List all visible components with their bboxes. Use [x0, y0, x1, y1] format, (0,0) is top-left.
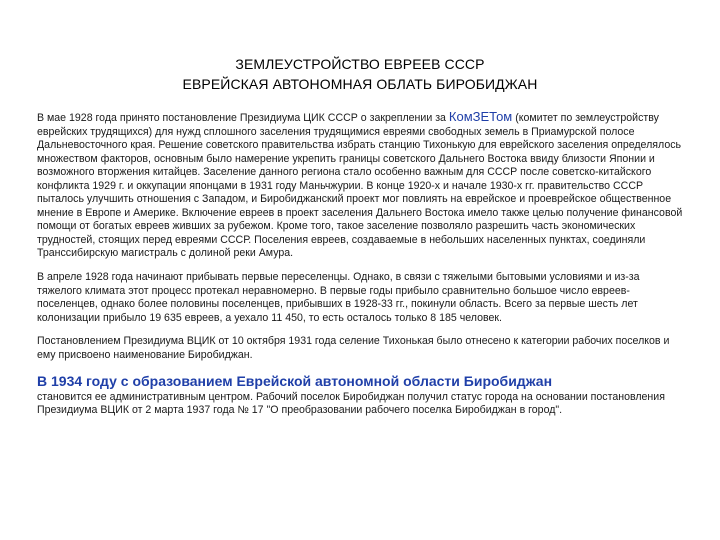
paragraph-4-body: становится ее административным центром. Рабочий поселок Биробиджан получил статус города на основании постановления Президиума ВЦИК от 2 марта 1937 года № 17 "О преобразовании рабочего поселка Биробиджан в город". [37, 390, 665, 417]
paragraph-3: Постановлением Президиума ВЦИК от 10 октября 1931 года селение Тихонькая было отнесено к категории рабочих поселков и ему присвоено наименование Биробиджан. [37, 335, 670, 361]
title-line-1: ЗЕМЛЕУСТРОЙСТВО ЕВРЕЕВ СССР [235, 56, 485, 72]
paragraph-1-text-start: В мае 1928 года принято постановление Президиума ЦИК СССР о закреплении за [37, 112, 449, 124]
paragraph-2: В апреле 1928 года начинают прибывать первые переселенцы. Однако, в связи с тяжелыми бытовыми условиями и из-за тяжелого климата этот процесс протекал неравномерно. В первые годы прибыло сравнительно большое число евреев-поселенцев, однако более половины поселенцев, прибывших в 1928-33 гг., покинули область. Всего за первые шесть лет колонизации прибыло 19 635 евреев, а уехало 11 450, то есть осталось только 8 185 человек. [37, 271, 640, 324]
document-body [37, 110, 687, 418]
title-line-2: ЕВРЕЙСКАЯ АВТОНОМНАЯ ОБЛАТЬ БИРОБИДЖАН [182, 76, 538, 92]
paragraph-4 [37, 372, 687, 418]
komzet-term: КомЗЕТом [448, 109, 513, 124]
paragraph-4-heading: В 1934 году с образованием Еврейской автономной области Биробиджан [37, 373, 553, 390]
paragraph-1-text-end: (комитет по землеустройству еврейских трудящихся) для нужд сплошного заселения трудящимися евреями свободных земель в Приамурской полосе Дальневосточного края. Решение советского правительства избрать станцию Тихонькую для еврейского заселения определялось множеством факторов, основным было намерение укрепить границы советского Дальнего Востока ввиду близости Японии и возможного вторжения китайцев. Заселение данного региона стало особенно важным для СССР после советско-китайского конфликта 1929 г. и оккупации японцами в 1931 году Маньчжурии. В конце 1920-х и начале 1930-х гг. правительство СССР пыталось улучшить отношения с Западом, и Биробиджанский проект мог повлиять на еврейское и проеврейское общественное мнение в Европе и Америке. Включение евреев в проект заселения Дальнего Востока имело также целью получение финансовой помощи от богатых евреев живших за рубежом. Кроме того, такое заселение позволяло разрешить часть экономических трудностей, стоящих перед евреями СССР. Поселения евреев, создаваемые в небольших населенных пунктах, соединяли Транссибирскую магистраль с долиной реки Амура. [37, 112, 683, 260]
paragraph-1 [37, 110, 687, 261]
page-title [0, 54, 720, 94]
